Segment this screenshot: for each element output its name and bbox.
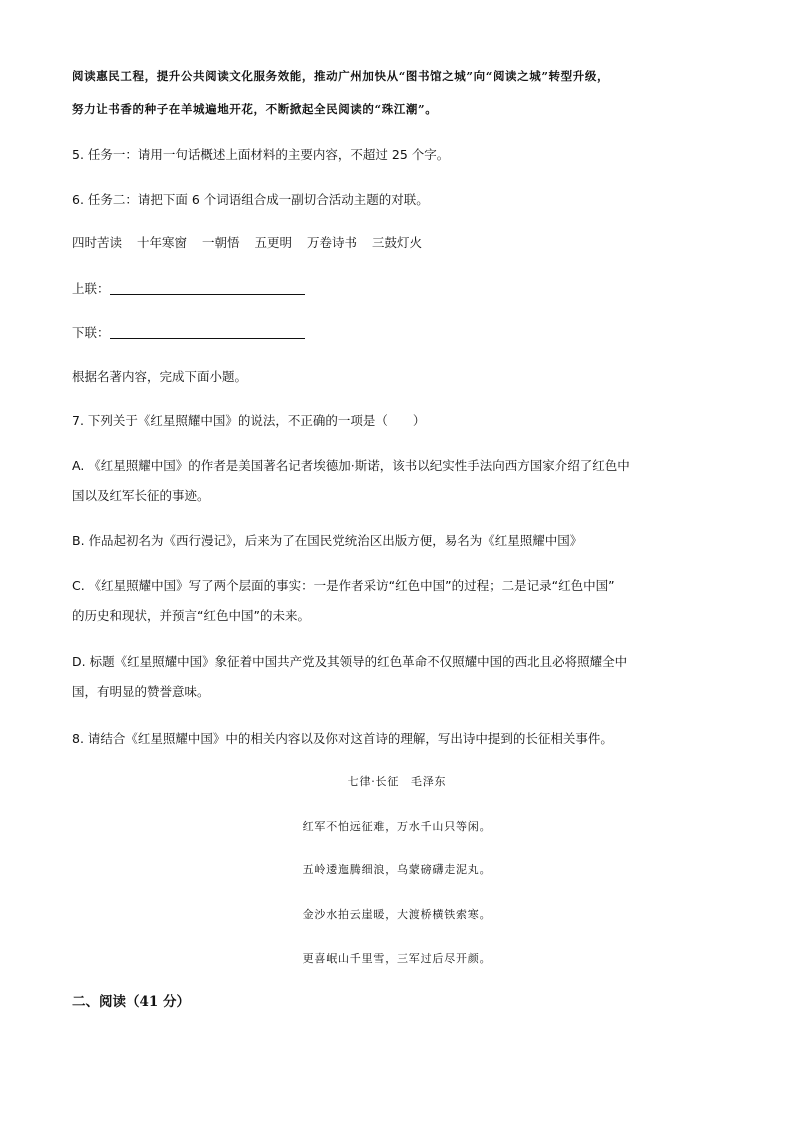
word-item: 万卷诗书 bbox=[307, 235, 358, 250]
poem-line: 更喜岷山千里雪，三军过后尽开颜。 bbox=[302, 952, 492, 965]
poem-line: 金沙水拍云崖暖，大渡桥横铁索寒。 bbox=[302, 908, 492, 921]
option-c-line-2: 的历史和现状，并预言“红色中国”的未来。 bbox=[72, 608, 310, 623]
upper-couplet-row bbox=[72, 279, 305, 297]
question-7-stem: 7. 下列关于《红星照耀中国》的说法，不正确的一项是（ ） bbox=[72, 413, 426, 428]
option-a-line-1: A. 《红星照耀中国》的作者是美国著名记者埃德加·斯诺，该书以纪实性手法向西方国家介绍了红色中 bbox=[72, 458, 630, 473]
instruction: 根据名著内容，完成下面小题。 bbox=[72, 369, 248, 384]
option-c-line-1: C. 《红星照耀中国》写了两个层面的事实：一是作者采访“红色中国”的过程；二是记录“红色中国” bbox=[72, 578, 615, 593]
intro-line-2: 努力让书香的种子在羊城遍地开花，不断掀起全民阅读的“珠江潮”。 bbox=[72, 102, 438, 116]
word-item: 一朝悟 bbox=[202, 235, 240, 250]
upper-couplet-label: 上联： bbox=[72, 281, 110, 296]
poem-line: 五岭逶迤腾细浪，乌蒙磅礴走泥丸。 bbox=[302, 863, 492, 876]
word-item: 四时苦读 bbox=[72, 235, 123, 250]
section-heading: 二、阅读（41 分） bbox=[72, 994, 190, 1010]
question-8: 8. 请结合《红星照耀中国》中的相关内容以及你对这首诗的理解，写出诗中提到的长征相关事件。 bbox=[72, 731, 613, 746]
option-b: B. 作品起初名为《西行漫记》，后来为了在国民党统治区出版方便，易名为《红星照耀中国》 bbox=[72, 533, 583, 548]
lower-couplet-blank[interactable] bbox=[110, 326, 305, 339]
option-d-line-1: D. 标题《红星照耀中国》象征着中国共产党及其领导的红色革命不仅照耀中国的西北且必将照耀全中 bbox=[72, 654, 628, 669]
upper-couplet-blank[interactable] bbox=[110, 282, 305, 295]
poem-line: 红军不怕远征难，万水千山只等闲。 bbox=[302, 820, 492, 833]
option-d-line-2: 国，有明显的赞誉意味。 bbox=[72, 684, 210, 699]
poem-title: 七律·长征 毛泽东 bbox=[347, 775, 447, 788]
question-5: 5. 任务一：请用一句话概述上面材料的主要内容，不超过 25 个字。 bbox=[72, 147, 450, 162]
word-item: 三鼓灯火 bbox=[372, 235, 423, 250]
lower-couplet-row bbox=[72, 323, 305, 341]
option-a-line-2: 国以及红军长征的事迹。 bbox=[72, 488, 210, 503]
word-item: 五更明 bbox=[254, 235, 293, 250]
intro-line-1: 阅读惠民工程，提升公共阅读文化服务效能，推动广州加快从“图书馆之城”向“阅读之城”转型升级， bbox=[72, 69, 610, 83]
word-list bbox=[72, 233, 433, 251]
question-6: 6. 任务二：请把下面 6 个词语组合成一副切合活动主题的对联。 bbox=[72, 192, 429, 207]
lower-couplet-label: 下联： bbox=[72, 325, 110, 340]
word-item: 十年寒窗 bbox=[137, 235, 188, 250]
